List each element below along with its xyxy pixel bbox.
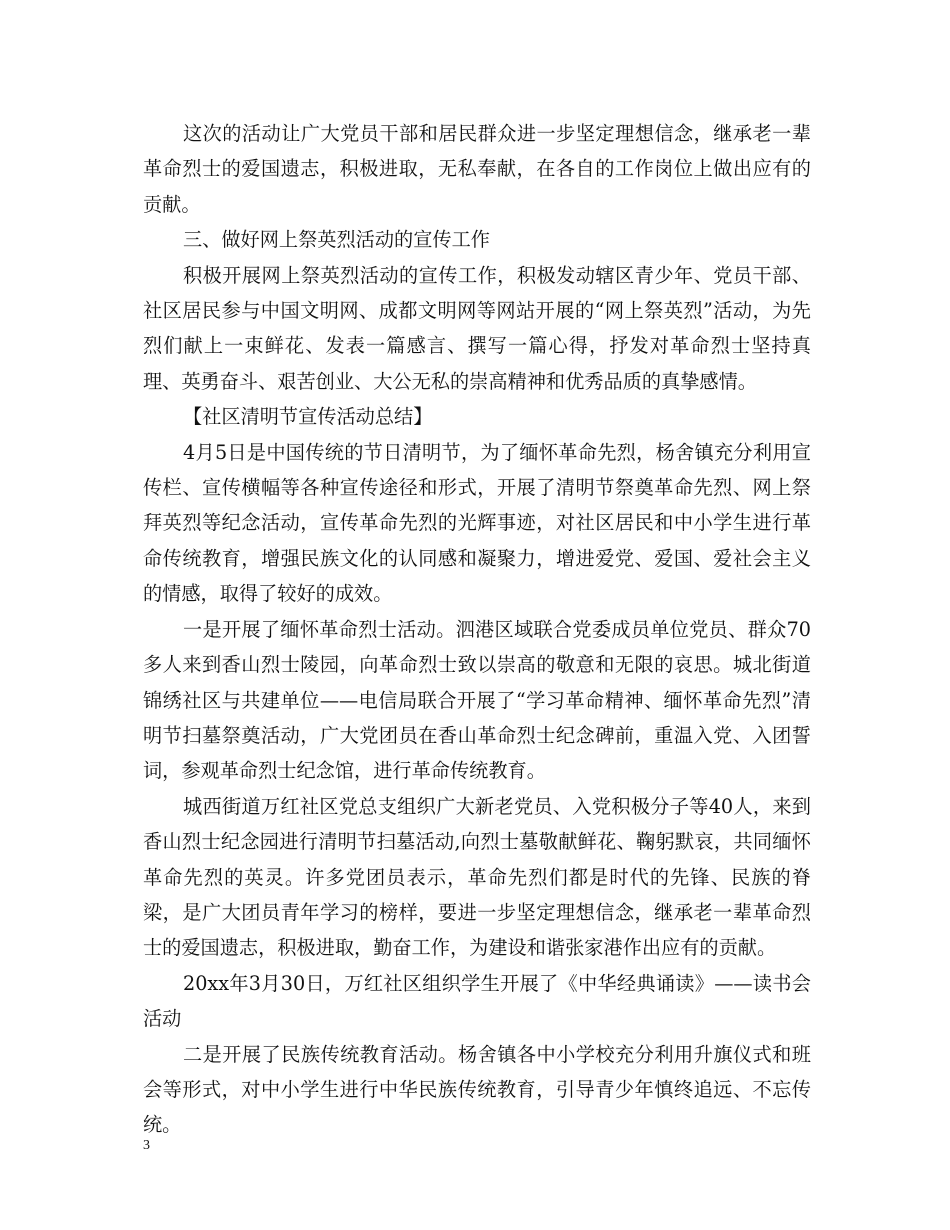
section-title-summary: 【社区清明节宣传活动总结】 <box>183 405 433 429</box>
paragraph-memorial-activity: 一是开展了缅怀革命烈士活动。泗港区域联合党委成员单位党员、群众70多人来到香山烈士陵园，向革命烈士致以崇高的敬意和无限的哀思。城北街道锦绣社区与共建单位——电信局联合开展了“学习革命精神、缅怀革命先烈”清明节扫墓祭奠活动，广大党团员在香山革命烈士纪念碑前，重温入党、入团誓词，参观革命烈士纪念馆，进行革命传统教育。 <box>143 617 811 783</box>
paragraph-traditional-education: 二是开展了民族传统教育活动。杨舍镇各中小学校充分利用升旗仪式和班会等形式，对中小学生进行中华民族传统教育，引导青少年慎终追远、不忘传统。 <box>143 1042 811 1137</box>
paragraph-chengxi-community: 城西街道万红社区党总支组织广大新老党员、入党积极分子等40人，来到香山烈士纪念园进行清明节扫墓活动,向烈士墓敬献鲜花、鞠躬默哀，共同缅怀革命先烈的英灵。许多党团员表示，革命先烈们都是时代的先锋、民族的脊梁，是广大团员青年学习的榜样，要进一步坚定理想信念，继承老一辈革命烈士的爱国遗志，积极进取，勤奋工作，为建设和谐张家港作出应有的贡献。 <box>143 794 811 960</box>
paragraph-activity-result: 这次的活动让广大党员干部和居民群众进一步坚定理想信念，继承老一辈革命烈士的爱国遗志，积极进取，无私奉献，在各自的工作岗位上做出应有的贡献。 <box>143 122 811 216</box>
paragraph-online-tribute: 积极开展网上祭英烈活动的宣传工作，积极发动辖区青少年、党员干部、社区居民参与中国文明网、成都文明网等网站开展的“网上祭英烈”活动，为先烈们献上一束鲜花、发表一篇感言、撰写一篇心得，抒发对革命烈士坚持真理、英勇奋斗、艰苦创业、大公无私的崇高精神和优秀品质的真挚感情。 <box>143 263 811 393</box>
section-heading-online-tribute: 三、做好网上祭英烈活动的宣传工作 <box>183 228 490 252</box>
paragraph-qingming-intro: 4月5日是中国传统的节日清明节，为了缅怀革命先烈，杨舍镇充分利用宣传栏、宣传横幅等各种宣传途径和形式，开展了清明节祭奠革命先烈、网上祭拜英烈等纪念活动，宣传革命先烈的光辉事迹，对社区居民和中小学生进行革命传统教育，增强民族文化的认同感和凝聚力，增进爱党、爱国、爱社会主义的情感，取得了较好的成效。 <box>143 440 811 606</box>
page-number: 3 <box>143 1138 150 1153</box>
document-body <box>143 116 811 1143</box>
paragraph-reading-event: 20xx年3月30日，万红社区组织学生开展了《中华经典诵读》——读书会活动 <box>143 971 811 1031</box>
